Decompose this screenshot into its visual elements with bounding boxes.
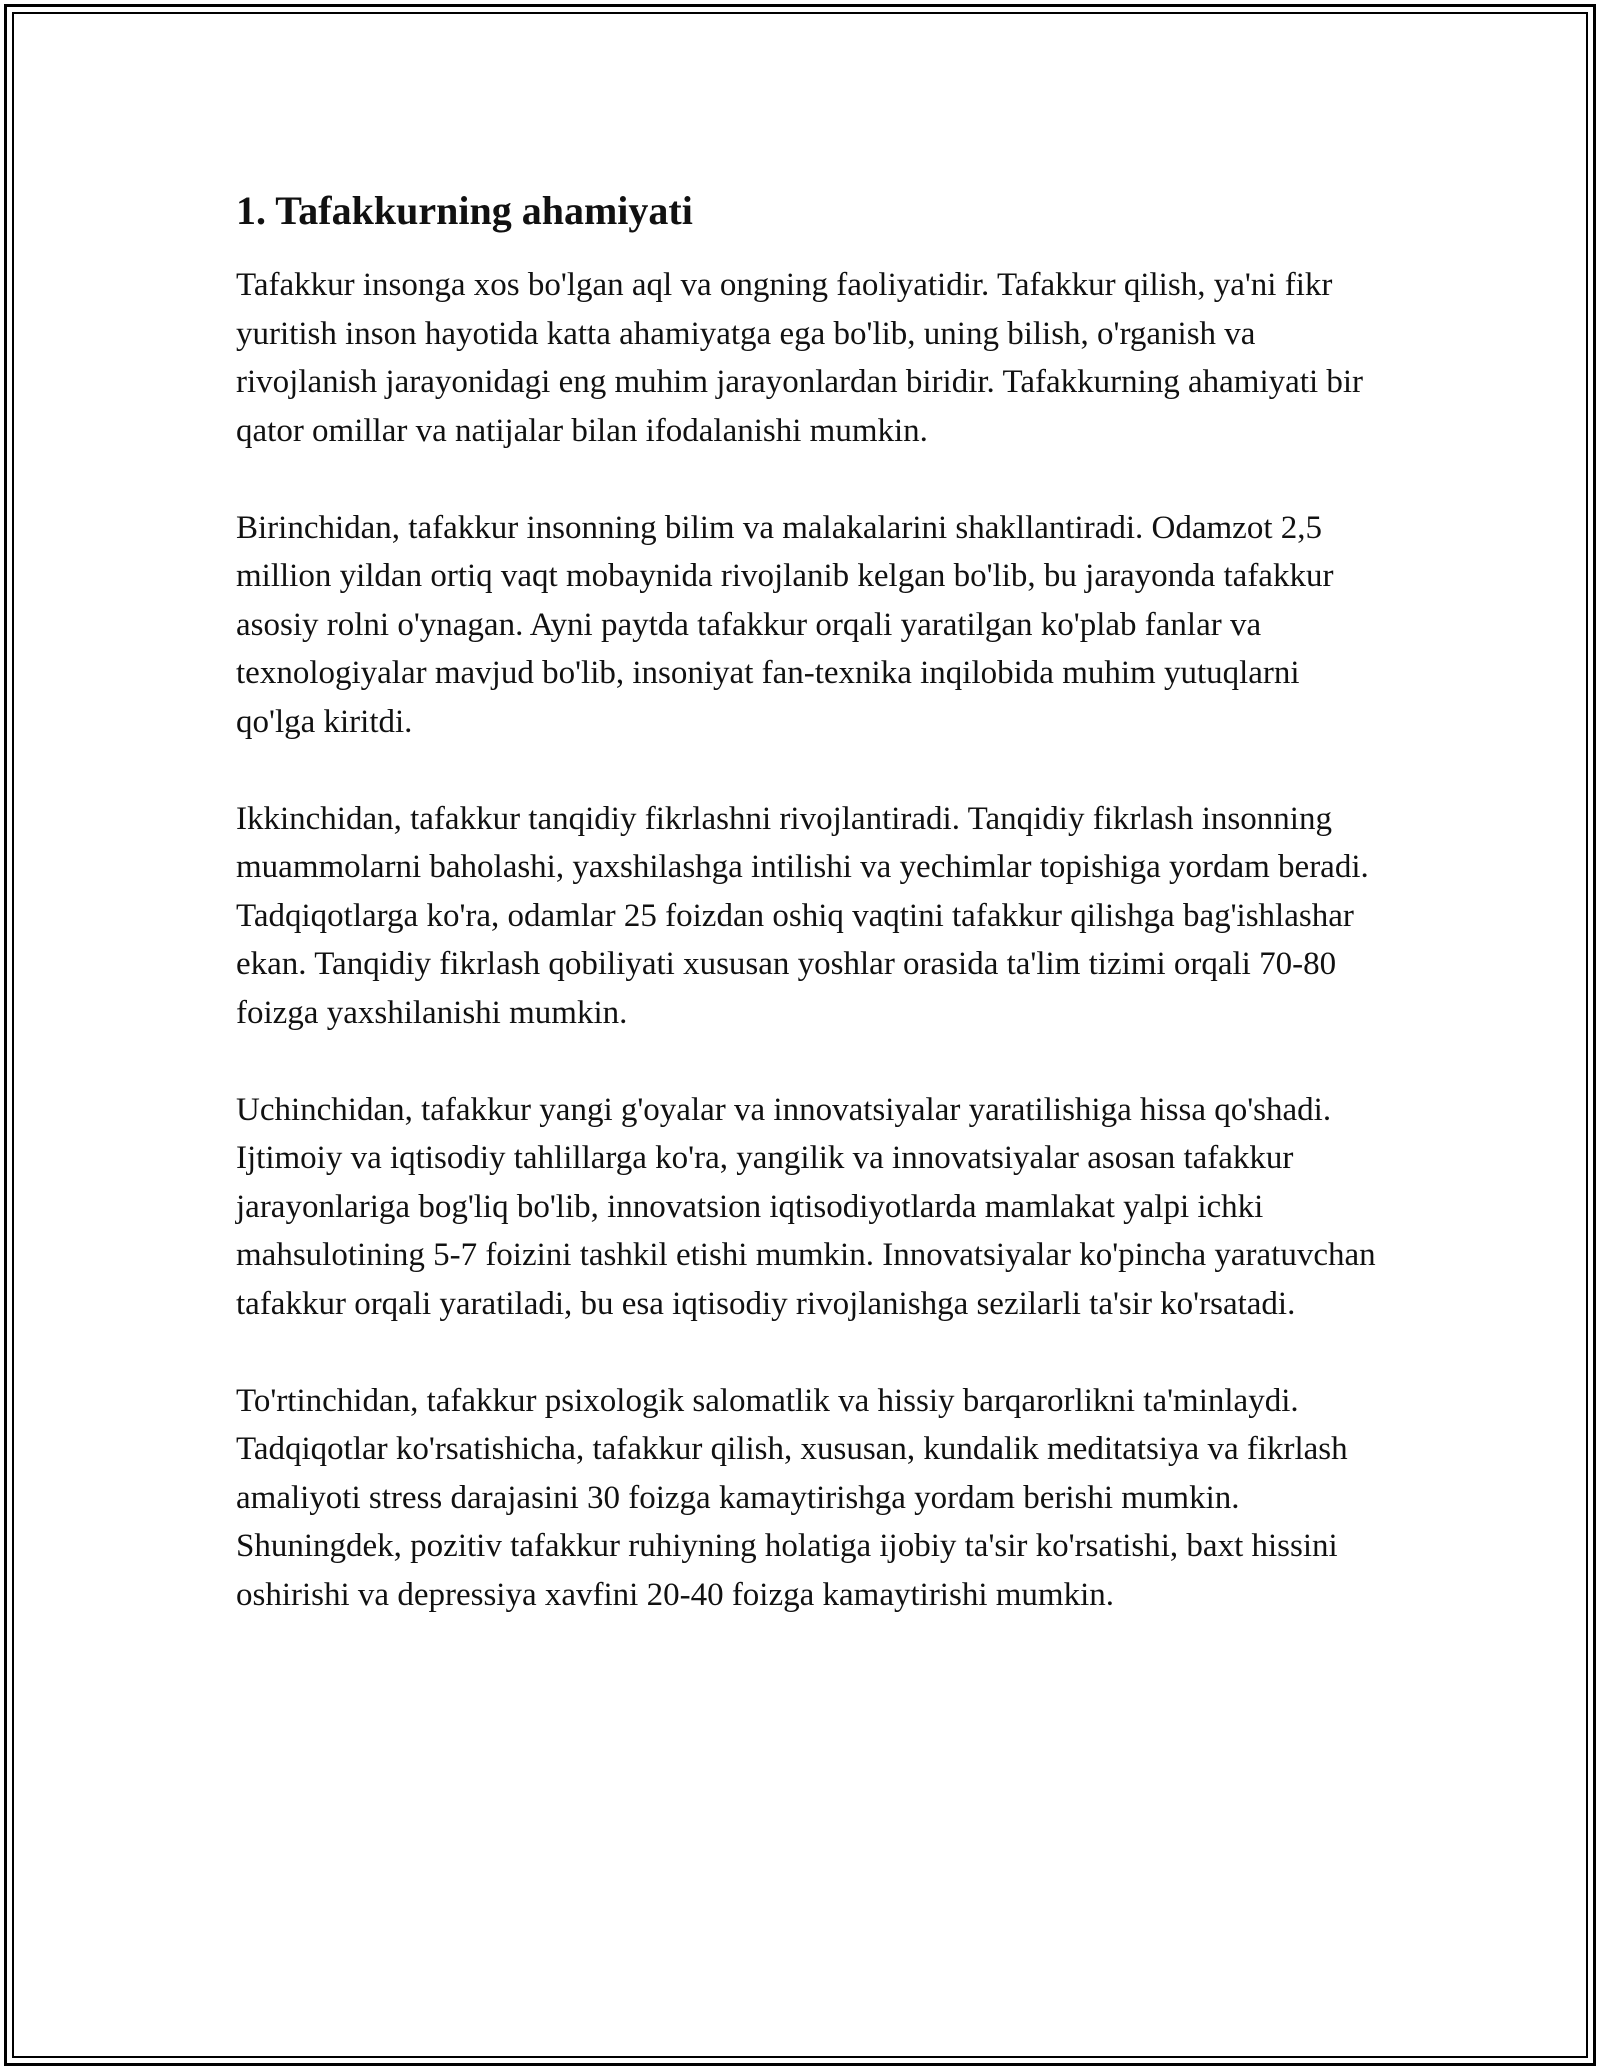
document-body [236,183,1386,1668]
paragraph-fourth: To'rtinchidan, tafakkur psixologik salomatlik va hissiy barqarorlikni ta'minlaydi. Tadqiqotlar ko'rsatishicha, tafakkur qilish, xususan, kundalik meditatsiya va fikrlash amaliyoti stress darajasini 30 foizga kamaytirishga yordam berishi mumkin. Shuningdek, pozitiv tafakkur ruhiyning holatiga ijobiy ta'sir ko'rsatishi, baxt hissini oshirishi va depressiya xavfini 20-40 foizga kamaytirishi mumkin. [236,1382,1348,1613]
paragraph-second: Ikkinchidan, tafakkur tanqidiy fikrlashni rivojlantiradi. Tanqidiy fikrlash insonning muammolarni baholashi, yaxshilashga intilishi va yechimlar topishiga yordam beradi. Tadqiqotlarga ko'ra, odamlar 25 foizdan oshiq vaqtini tafakkur qilishga bag'ishlashar ekan. Tanqidiy fikrlash qobiliyati xususan yoshlar orasida ta'lim tizimi orqali 70-80 foizga yaxshilanishi mumkin. [236,800,1369,1031]
paragraph-first: Birinchidan, tafakkur insonning bilim va malakalarini shakllantiradi. Odamzot 2,5 million yildan ortiq vaqt mobaynida rivojlanib kelgan bo'lib, bu jarayonda tafakkur asosiy rolni o'ynagan. Ayni paytda tafakkur orqali yaratilgan ko'plab fanlar va texnologiyalar mavjud bo'lib, insoniyat fan-texnika inqilobida muhim yutuqlarni qo'lga kiritdi. [236,509,1334,740]
document-title: 1. Tafakkurning ahamiyati [236,188,693,233]
paragraph-third: Uchinchidan, tafakkur yangi g'oyalar va innovatsiyalar yaratilishiga hissa qo'shadi. Ijtimoiy va iqtisodiy tahlillarga ko'ra, yangilik va innovatsiyalar asosan tafakkur jarayonlariga bog'liq bo'lib, innovatsion iqtisodiyotlarda mamlakat yalpi ichki mahsulotining 5-7 foizini tashkil etishi mumkin. Innovatsiyalar ko'pincha yaratuvchan tafakkur orqali yaratiladi, bu esa iqtisodiy rivojlanishga sezilarli ta'sir ko'rsatadi. [236,1091,1376,1322]
paragraph-intro: Tafakkur insonga xos bo'lgan aql va ongning faoliyatidir. Tafakkur qilish, ya'ni fikr yuritish inson hayotida katta ahamiyatga ega bo'lib, uning bilish, o'rganish va rivojlanish jarayonidagi eng muhim jarayonlardan biridir. Tafakkurning ahamiyati bir qator omillar va natijalar bilan ifodalanishi mumkin. [236,267,1364,449]
